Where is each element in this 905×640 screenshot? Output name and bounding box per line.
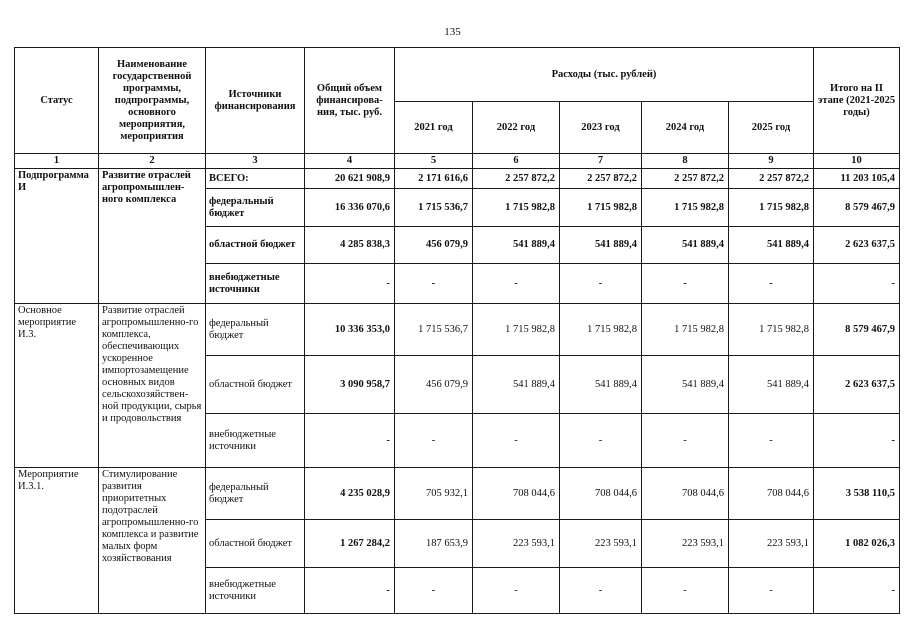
table-row xyxy=(15,304,900,356)
total-cell: 4 285 838,3 xyxy=(305,227,395,264)
year-value-cell: 708 044,6 xyxy=(473,468,560,520)
year-value-cell: - xyxy=(560,264,642,304)
table-row xyxy=(15,468,900,520)
source-cell: ВСЕГО: xyxy=(206,169,305,189)
year-value-cell: 541 889,4 xyxy=(473,356,560,414)
year-value-cell: 1 715 982,8 xyxy=(729,304,814,356)
year-value-cell: 223 593,1 xyxy=(729,520,814,568)
year-value-cell: - xyxy=(729,568,814,614)
column-number: 10 xyxy=(814,154,900,169)
year-value-cell: 2 257 872,2 xyxy=(642,169,729,189)
year-value-cell: 541 889,4 xyxy=(642,356,729,414)
column-number: 1 xyxy=(15,154,99,169)
year-value-cell: - xyxy=(560,414,642,468)
year-value-cell: 541 889,4 xyxy=(642,227,729,264)
stage-total-cell: 11 203 105,4 xyxy=(814,169,900,189)
stage-total-cell: 2 623 637,5 xyxy=(814,227,900,264)
column-number: 8 xyxy=(642,154,729,169)
stage-total-cell: 8 579 467,9 xyxy=(814,189,900,227)
year-value-cell: 223 593,1 xyxy=(560,520,642,568)
source-cell: внебюджетные источники xyxy=(206,414,305,468)
status-cell: Подпрограмма И xyxy=(15,169,99,304)
total-cell: 10 336 353,0 xyxy=(305,304,395,356)
column-number: 2 xyxy=(99,154,206,169)
year-value-cell: 541 889,4 xyxy=(729,356,814,414)
year-value-cell: 2 171 616,6 xyxy=(395,169,473,189)
source-cell: областной бюджет xyxy=(206,356,305,414)
year-value-cell: 456 079,9 xyxy=(395,227,473,264)
year-value-cell: 1 715 982,8 xyxy=(560,304,642,356)
year-value-cell: - xyxy=(642,414,729,468)
header-year: 2024 год xyxy=(642,102,729,154)
budget-table xyxy=(14,47,900,614)
year-value-cell: 2 257 872,2 xyxy=(560,169,642,189)
total-cell: - xyxy=(305,568,395,614)
source-cell: областной бюджет xyxy=(206,227,305,264)
status-cell: Основное мероприятие И.3. xyxy=(15,304,99,468)
total-cell: 1 267 284,2 xyxy=(305,520,395,568)
header-stage-total: Итого на II этапе (2021-2025 годы) xyxy=(814,48,900,154)
year-value-cell: 708 044,6 xyxy=(560,468,642,520)
year-value-cell: - xyxy=(395,264,473,304)
total-cell: 4 235 028,9 xyxy=(305,468,395,520)
page-number: 135 xyxy=(444,26,461,38)
total-cell: - xyxy=(305,264,395,304)
year-value-cell: 705 932,1 xyxy=(395,468,473,520)
stage-total-cell: 2 623 637,5 xyxy=(814,356,900,414)
column-number: 6 xyxy=(473,154,560,169)
header-year: 2023 год xyxy=(560,102,642,154)
stage-total-cell: - xyxy=(814,414,900,468)
name-cell: Стимулирование развития приоритетных подотраслей агропромышленно-го комплекса и развитие малых форм хозяйствования xyxy=(99,468,206,614)
total-cell: 20 621 908,9 xyxy=(305,169,395,189)
header-year: 2025 год xyxy=(729,102,814,154)
year-value-cell: 2 257 872,2 xyxy=(473,169,560,189)
header-sources: Источники финансирования xyxy=(206,48,305,154)
year-value-cell: - xyxy=(642,568,729,614)
column-number: 4 xyxy=(305,154,395,169)
year-value-cell: 1 715 982,8 xyxy=(729,189,814,227)
year-value-cell: 708 044,6 xyxy=(729,468,814,520)
year-value-cell: - xyxy=(395,568,473,614)
year-value-cell: 1 715 982,8 xyxy=(642,189,729,227)
year-value-cell: - xyxy=(560,568,642,614)
table-row xyxy=(15,169,900,189)
year-value-cell: - xyxy=(473,568,560,614)
source-cell: федеральный бюджет xyxy=(206,304,305,356)
year-value-cell: 541 889,4 xyxy=(729,227,814,264)
year-value-cell: 456 079,9 xyxy=(395,356,473,414)
header-year: 2022 год xyxy=(473,102,560,154)
year-value-cell: - xyxy=(473,264,560,304)
year-value-cell: - xyxy=(473,414,560,468)
year-value-cell: 541 889,4 xyxy=(473,227,560,264)
header-row xyxy=(15,48,900,102)
stage-total-cell: 8 579 467,9 xyxy=(814,304,900,356)
name-cell: Развитие отраслей агропромышленно-го комплекса, обеспечивающих ускоренное импортозамещение основных видов сельскохозяйствен-ной продукции, сырья и продовольствия xyxy=(99,304,206,468)
source-cell: внебюджетные источники xyxy=(206,264,305,304)
year-value-cell: 1 715 982,8 xyxy=(473,189,560,227)
stage-total-cell: - xyxy=(814,264,900,304)
source-cell: федеральный бюджет xyxy=(206,468,305,520)
total-cell: - xyxy=(305,414,395,468)
year-value-cell: 541 889,4 xyxy=(560,356,642,414)
year-value-cell: 541 889,4 xyxy=(560,227,642,264)
year-value-cell: 1 715 982,8 xyxy=(642,304,729,356)
header-status: Статус xyxy=(15,48,99,154)
year-value-cell: 1 715 982,8 xyxy=(560,189,642,227)
source-cell: областной бюджет xyxy=(206,520,305,568)
header-expenses: Расходы (тыс. рублей) xyxy=(395,48,814,102)
year-value-cell: - xyxy=(729,264,814,304)
source-cell: федеральный бюджет xyxy=(206,189,305,227)
column-number: 5 xyxy=(395,154,473,169)
year-value-cell: 1 715 982,8 xyxy=(473,304,560,356)
year-value-cell: - xyxy=(395,414,473,468)
year-value-cell: 187 653,9 xyxy=(395,520,473,568)
total-cell: 3 090 958,7 xyxy=(305,356,395,414)
year-value-cell: 2 257 872,2 xyxy=(729,169,814,189)
year-value-cell: - xyxy=(729,414,814,468)
header-year: 2021 год xyxy=(395,102,473,154)
status-cell: Мероприятие И.3.1. xyxy=(15,468,99,614)
total-cell: 16 336 070,6 xyxy=(305,189,395,227)
name-cell: Развитие отраслей агропромышлен-ного комплекса xyxy=(99,169,206,304)
year-value-cell: 223 593,1 xyxy=(642,520,729,568)
column-number: 7 xyxy=(560,154,642,169)
year-value-cell: 1 715 536,7 xyxy=(395,189,473,227)
column-number: 9 xyxy=(729,154,814,169)
column-numbers-row xyxy=(15,154,900,169)
stage-total-cell: - xyxy=(814,568,900,614)
year-value-cell: 1 715 536,7 xyxy=(395,304,473,356)
header-name: Наименование государственной программы, подпрограммы, основного мероприятия, мероприятия xyxy=(99,48,206,154)
column-number: 3 xyxy=(206,154,305,169)
stage-total-cell: 1 082 026,3 xyxy=(814,520,900,568)
stage-total-cell: 3 538 110,5 xyxy=(814,468,900,520)
year-value-cell: 708 044,6 xyxy=(642,468,729,520)
year-value-cell: 223 593,1 xyxy=(473,520,560,568)
year-value-cell: - xyxy=(642,264,729,304)
header-total-volume: Общий объем финансирова-ния, тыс. руб. xyxy=(305,48,395,154)
source-cell: внебюджетные источники xyxy=(206,568,305,614)
